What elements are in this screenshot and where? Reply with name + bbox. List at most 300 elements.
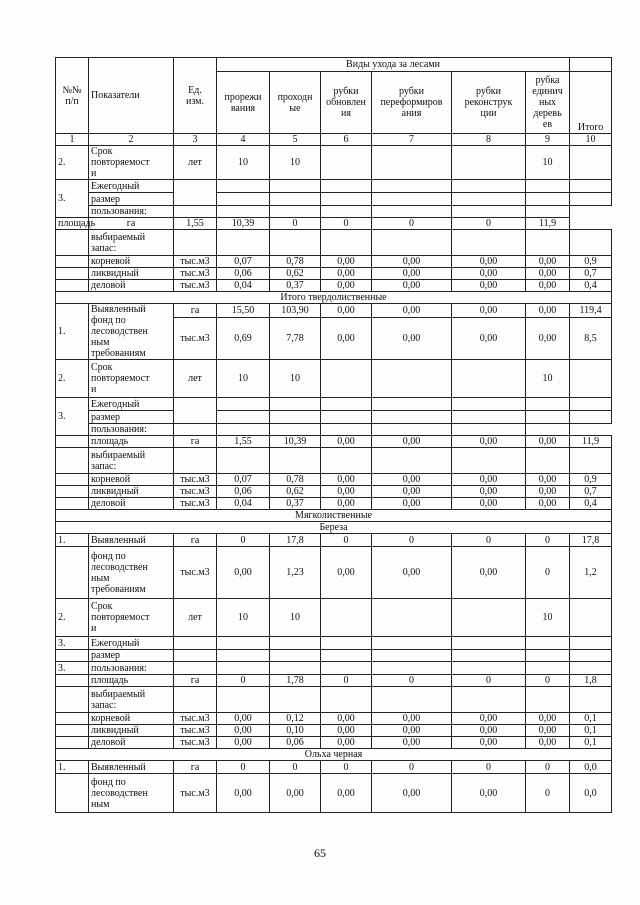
row-number	[56, 498, 89, 510]
row-number	[56, 650, 89, 662]
value-cell	[526, 424, 570, 436]
row-label: выбираемый запас:	[89, 230, 174, 256]
value-cell	[526, 662, 570, 675]
value-cell: 0,06	[217, 486, 270, 498]
value-cell: 0,00	[372, 547, 452, 599]
value-cell	[372, 193, 452, 206]
value-cell	[217, 193, 270, 206]
row-unit: тыс.м3	[174, 268, 217, 280]
value-cell	[570, 650, 612, 662]
forest-care-table	[55, 57, 612, 813]
row-number: 2.	[56, 360, 89, 398]
value-cell: 0,07	[217, 474, 270, 486]
table-row	[56, 411, 612, 424]
table-row	[56, 713, 612, 725]
value-cell	[270, 448, 321, 474]
value-cell	[270, 687, 321, 713]
row-label: корневой	[89, 474, 174, 486]
row-unit: лет	[174, 146, 217, 180]
value-cell: 0,00	[321, 436, 372, 448]
value-cell: 10	[270, 360, 321, 398]
value-cell	[570, 193, 612, 206]
value-cell: 10,39	[270, 436, 321, 448]
value-cell: 0,00	[321, 304, 372, 318]
section-row	[56, 292, 612, 304]
value-cell: 0,00	[217, 713, 270, 725]
value-cell	[452, 360, 526, 398]
value-cell: 0,00	[217, 774, 270, 813]
row-label: размер	[89, 650, 174, 662]
row-number	[56, 547, 89, 599]
value-cell: 0	[452, 761, 526, 774]
value-cell	[526, 650, 570, 662]
value-cell: 0,04	[217, 498, 270, 510]
value-cell: 0,00	[526, 498, 570, 510]
row-label: размер	[89, 411, 174, 424]
value-cell	[321, 180, 372, 193]
value-cell: 0,00	[526, 304, 570, 318]
value-cell: 0	[217, 761, 270, 774]
row-label: размер	[89, 193, 174, 206]
row-unit	[174, 230, 217, 256]
value-cell: 0,00	[372, 280, 452, 292]
table-row	[56, 675, 612, 687]
section-title: Береза	[56, 522, 612, 534]
value-cell: 10	[526, 599, 570, 637]
value-cell: 0,04	[217, 280, 270, 292]
row-unit	[174, 180, 217, 206]
value-cell	[270, 424, 321, 436]
column-number: 2	[89, 134, 174, 146]
row-number	[56, 474, 89, 486]
value-cell: 0,00	[526, 474, 570, 486]
value-cell	[452, 230, 526, 256]
row-label: Выявленный	[89, 761, 174, 774]
value-cell: 0,00	[372, 737, 452, 749]
value-cell	[452, 206, 526, 218]
value-cell	[321, 230, 372, 256]
value-cell: 10,39	[217, 218, 270, 230]
column-number: 4	[217, 134, 270, 146]
column-number: 7	[372, 134, 452, 146]
value-cell: 0	[372, 534, 452, 547]
value-cell	[372, 206, 452, 218]
row-unit: тыс.м3	[174, 474, 217, 486]
value-cell	[570, 599, 612, 637]
value-cell	[270, 230, 321, 256]
value-cell: 0	[452, 675, 526, 687]
value-cell: 0	[526, 761, 570, 774]
row-number	[56, 725, 89, 737]
table-row	[56, 687, 612, 713]
value-cell: 0,00	[372, 498, 452, 510]
value-cell	[452, 650, 526, 662]
value-cell	[321, 650, 372, 662]
value-cell: 0,78	[270, 474, 321, 486]
value-cell: 103,90	[270, 304, 321, 318]
value-cell: 0,00	[452, 547, 526, 599]
value-cell: 0,9	[570, 474, 612, 486]
value-cell	[217, 448, 270, 474]
value-cell	[570, 637, 612, 650]
value-cell: 0,4	[570, 280, 612, 292]
value-cell: 0	[372, 761, 452, 774]
table-row	[56, 448, 612, 474]
value-cell: 1,23	[270, 547, 321, 599]
row-label: ликвидный	[89, 486, 174, 498]
row-label: пользования:	[89, 662, 174, 675]
value-cell: 119,4	[570, 304, 612, 318]
value-cell	[270, 637, 321, 650]
column-number: 9	[526, 134, 570, 146]
value-cell	[321, 360, 372, 398]
header-col-9: рубка единич ных деревь ев	[526, 72, 570, 134]
table-row	[56, 436, 612, 448]
column-number: 3	[174, 134, 217, 146]
value-cell: 11,9	[526, 218, 570, 230]
value-cell: 0,4	[570, 498, 612, 510]
row-label: фонд по лесоводствен ным требованиям	[89, 547, 174, 599]
value-cell: 10	[270, 146, 321, 180]
value-cell	[570, 398, 612, 411]
value-cell: 0,00	[321, 486, 372, 498]
table-row	[56, 193, 612, 206]
value-cell	[217, 662, 270, 675]
column-number: 1	[56, 134, 89, 146]
header-unit: Ед. изм.	[174, 58, 217, 134]
header-row	[56, 58, 612, 72]
value-cell	[372, 662, 452, 675]
table-row	[56, 650, 612, 662]
row-unit: га	[174, 436, 217, 448]
value-cell	[217, 398, 270, 411]
value-cell: 0,1	[570, 725, 612, 737]
value-cell	[174, 424, 217, 436]
value-cell	[217, 687, 270, 713]
value-cell: 0	[270, 761, 321, 774]
value-cell	[321, 662, 372, 675]
value-cell	[372, 424, 452, 436]
table-row	[56, 180, 612, 193]
value-cell: 10	[217, 599, 270, 637]
value-cell: 17,8	[570, 534, 612, 547]
row-unit: лет	[174, 599, 217, 637]
row-label: пользования:	[89, 424, 174, 436]
row-label: корневой	[89, 713, 174, 725]
value-cell	[270, 180, 321, 193]
header-num: №№ п/п	[56, 58, 89, 134]
value-cell: 0,00	[217, 737, 270, 749]
value-cell	[372, 599, 452, 637]
value-cell: 0,00	[321, 317, 372, 359]
value-cell: 0,00	[372, 486, 452, 498]
value-cell	[570, 230, 612, 256]
value-cell: 0,00	[452, 304, 526, 318]
value-cell: 0	[372, 675, 452, 687]
column-number-row	[56, 134, 612, 146]
value-cell	[570, 448, 612, 474]
value-cell	[526, 398, 570, 411]
table-row	[56, 360, 612, 398]
value-cell: 10	[526, 146, 570, 180]
row-unit	[174, 687, 217, 713]
table-row	[56, 268, 612, 280]
value-cell	[321, 411, 372, 424]
value-cell: 0,00	[372, 317, 452, 359]
value-cell	[526, 448, 570, 474]
row-number: 3.	[56, 180, 89, 218]
row-unit: тыс.м3	[174, 713, 217, 725]
value-cell: 1,2	[570, 547, 612, 599]
row-unit	[174, 662, 217, 675]
header-col-10: Итого	[570, 72, 612, 134]
value-cell: 0,00	[526, 713, 570, 725]
page-number: 65	[314, 846, 326, 860]
row-label: выбираемый запас:	[89, 448, 174, 474]
value-cell: 1,78	[270, 675, 321, 687]
header-col-6: рубки обновлен ия	[321, 72, 372, 134]
row-unit: тыс.м3	[174, 280, 217, 292]
row-unit: тыс.м3	[174, 256, 217, 268]
value-cell	[270, 193, 321, 206]
row-unit: га	[174, 675, 217, 687]
row-number	[56, 675, 89, 687]
value-cell: 0,00	[217, 547, 270, 599]
value-cell: 0,00	[452, 268, 526, 280]
row-label: площадь	[89, 675, 174, 687]
value-cell: 0,37	[270, 280, 321, 292]
value-cell	[452, 599, 526, 637]
value-cell: 0,00	[526, 280, 570, 292]
value-cell: 0,00	[452, 317, 526, 359]
value-cell: 0,00	[321, 774, 372, 813]
value-cell	[217, 230, 270, 256]
row-number	[56, 268, 89, 280]
value-cell	[452, 180, 526, 193]
value-cell	[321, 398, 372, 411]
value-cell	[217, 650, 270, 662]
row-number	[56, 448, 89, 474]
table-row	[56, 304, 612, 318]
value-cell	[372, 411, 452, 424]
row-unit: га	[174, 761, 217, 774]
row-unit: га	[174, 304, 217, 318]
header-col-7: рубки переформиров ания	[372, 72, 452, 134]
value-cell: 0,00	[372, 268, 452, 280]
value-cell: 0,00	[321, 268, 372, 280]
row-number	[56, 280, 89, 292]
table-row	[56, 474, 612, 486]
table-row	[56, 218, 612, 230]
value-cell	[321, 448, 372, 474]
value-cell	[372, 687, 452, 713]
header-blank	[570, 58, 612, 72]
table-row	[56, 398, 612, 411]
value-cell: 0	[321, 534, 372, 547]
value-cell: 10	[270, 599, 321, 637]
header-col-5: проходн ые	[270, 72, 321, 134]
column-number: 8	[452, 134, 526, 146]
row-number: 2.	[56, 599, 89, 637]
row-number	[56, 737, 89, 749]
row-unit: тыс.м3	[174, 498, 217, 510]
value-cell	[270, 206, 321, 218]
value-cell: 0,00	[321, 737, 372, 749]
row-unit	[174, 448, 217, 474]
row-label: Ежегодный	[89, 637, 174, 650]
value-cell	[174, 206, 217, 218]
value-cell	[452, 662, 526, 675]
table-row	[56, 774, 612, 813]
value-cell: 0,00	[321, 498, 372, 510]
value-cell: 0,78	[270, 256, 321, 268]
row-unit: тыс.м3	[174, 737, 217, 749]
value-cell: 0,00	[372, 713, 452, 725]
section-title: Ольха черная	[56, 749, 612, 761]
value-cell	[452, 398, 526, 411]
row-label: выбираемый запас:	[89, 687, 174, 713]
value-cell	[372, 146, 452, 180]
value-cell: 0,00	[372, 474, 452, 486]
value-cell: 0,00	[526, 725, 570, 737]
row-label: площадь	[89, 436, 174, 448]
value-cell: 0,00	[321, 474, 372, 486]
value-cell: 0,00	[526, 256, 570, 268]
value-cell: 7,78	[270, 317, 321, 359]
row-label: Срок повторяемост и	[89, 146, 174, 180]
table-row	[56, 737, 612, 749]
value-cell	[452, 193, 526, 206]
table-row	[56, 486, 612, 498]
value-cell	[372, 180, 452, 193]
value-cell: 0	[217, 534, 270, 547]
value-cell: 0,62	[270, 268, 321, 280]
value-cell: 0	[372, 218, 452, 230]
value-cell	[372, 637, 452, 650]
row-label: деловой	[89, 498, 174, 510]
row-number: 1.	[56, 304, 89, 360]
value-cell: 0,00	[452, 256, 526, 268]
value-cell: 0,00	[452, 474, 526, 486]
row-label: фонд по лесоводствен ным	[89, 774, 174, 813]
row-label: Ежегодный	[89, 398, 174, 411]
row-number	[56, 230, 89, 256]
value-cell	[217, 424, 270, 436]
value-cell: 0	[526, 675, 570, 687]
value-cell: 0	[526, 534, 570, 547]
table-row	[56, 637, 612, 650]
table-row	[56, 599, 612, 637]
column-number: 5	[270, 134, 321, 146]
value-cell: 8,5	[570, 317, 612, 359]
value-cell: 1,55	[217, 436, 270, 448]
value-cell: 0,00	[321, 713, 372, 725]
value-cell	[570, 411, 612, 424]
value-cell	[570, 360, 612, 398]
section-title: Итого твердолиственные	[56, 292, 612, 304]
value-cell: 0,06	[270, 737, 321, 749]
value-cell: 0,7	[570, 486, 612, 498]
value-cell: 10	[526, 360, 570, 398]
value-cell	[526, 411, 570, 424]
value-cell: 0,00	[452, 486, 526, 498]
table-row	[56, 725, 612, 737]
value-cell: 0	[321, 761, 372, 774]
value-cell	[321, 206, 372, 218]
value-cell: 15,50	[217, 304, 270, 318]
value-cell: 0,00	[321, 256, 372, 268]
value-cell: 17,8	[270, 534, 321, 547]
row-number: 1.	[56, 761, 89, 774]
value-cell: 0	[452, 534, 526, 547]
row-unit: тыс.м3	[174, 486, 217, 498]
value-cell	[372, 230, 452, 256]
header-col-8: рубки реконструк ции	[452, 72, 526, 134]
row-number: 1.	[56, 534, 89, 547]
value-cell	[570, 687, 612, 713]
value-cell	[526, 206, 570, 218]
value-cell	[526, 687, 570, 713]
value-cell	[217, 411, 270, 424]
value-cell: 0,00	[452, 713, 526, 725]
row-label: ликвидный	[89, 725, 174, 737]
row-label: Срок повторяемост и	[89, 360, 174, 398]
value-cell: 0,00	[372, 774, 452, 813]
row-label: деловой	[89, 737, 174, 749]
value-cell: 0,00	[452, 280, 526, 292]
value-cell: 0,00	[452, 498, 526, 510]
row-unit: га	[174, 534, 217, 547]
header-care-types: Виды ухода за лесами	[217, 58, 570, 72]
value-cell	[217, 206, 270, 218]
value-cell	[452, 448, 526, 474]
value-cell: 10	[217, 360, 270, 398]
value-cell: 0,00	[526, 486, 570, 498]
section-row	[56, 749, 612, 761]
value-cell: 0	[217, 675, 270, 687]
value-cell	[452, 687, 526, 713]
row-number	[56, 486, 89, 498]
row-number	[56, 256, 89, 268]
value-cell: 0,10	[270, 725, 321, 737]
value-cell: 0	[526, 774, 570, 813]
value-cell	[526, 230, 570, 256]
row-number: 2.	[56, 146, 89, 180]
row-number	[56, 687, 89, 713]
table-row	[56, 761, 612, 774]
value-cell: 0,00	[452, 725, 526, 737]
value-cell: 0,62	[270, 486, 321, 498]
value-cell: 0,00	[452, 436, 526, 448]
row-unit	[174, 637, 217, 650]
table-row	[56, 146, 612, 180]
value-cell	[217, 637, 270, 650]
value-cell	[270, 650, 321, 662]
value-cell: 0,00	[372, 436, 452, 448]
value-cell: 0,37	[270, 498, 321, 510]
row-label: Ежегодный	[89, 180, 174, 193]
value-cell: 0,00	[321, 725, 372, 737]
table-row	[56, 256, 612, 268]
value-cell: 0,00	[526, 317, 570, 359]
row-number	[56, 774, 89, 813]
value-cell: 0,00	[372, 256, 452, 268]
row-label: ликвидный	[89, 268, 174, 280]
value-cell	[270, 411, 321, 424]
value-cell: 0,69	[217, 317, 270, 359]
value-cell: 0,00	[526, 737, 570, 749]
row-unit: тыс.м3	[174, 725, 217, 737]
